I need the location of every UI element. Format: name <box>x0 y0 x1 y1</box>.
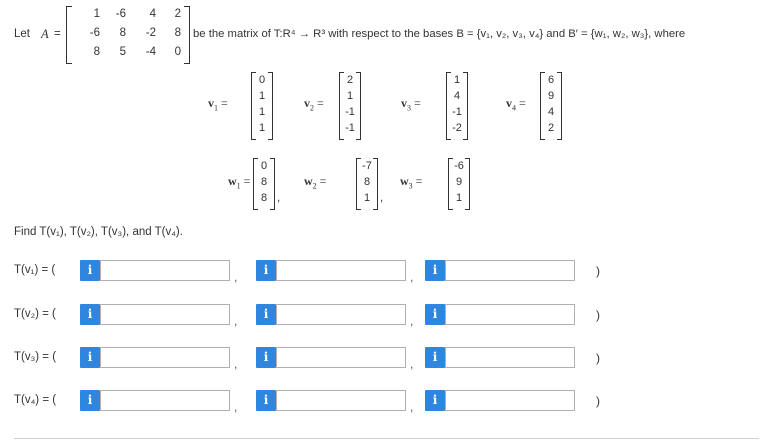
vector-entry: -7 <box>362 160 372 172</box>
v-vector-label <box>401 96 421 112</box>
answer-input[interactable] <box>445 304 575 325</box>
vector-subscript: 1 <box>214 103 218 113</box>
matrix-cell: -6 <box>89 27 100 39</box>
separator-comma: , <box>234 314 238 328</box>
vector-equals: = <box>243 174 251 188</box>
vector-subscript: 3 <box>407 103 411 113</box>
vector-entry: -1 <box>345 122 355 134</box>
w-vector-label <box>400 174 422 190</box>
answer-input[interactable] <box>100 304 230 325</box>
separator-comma: , <box>410 357 414 371</box>
separator-comma: , <box>234 400 238 414</box>
separator-comma: , <box>410 400 414 414</box>
vector-subscript: 1 <box>236 181 241 191</box>
vector-symbol: v <box>208 96 214 110</box>
w-vector <box>448 158 470 210</box>
vector-entry: -2 <box>452 122 462 134</box>
matrix-cell: -6 <box>115 8 126 20</box>
info-icon[interactable]: i <box>80 347 100 368</box>
matrix-cell: 2 <box>174 8 181 20</box>
v-vector-label <box>304 96 324 112</box>
vector-entry: -1 <box>452 106 462 118</box>
vector-subscript: 2 <box>312 181 317 191</box>
vector-entry: -6 <box>454 160 464 172</box>
info-icon[interactable]: i <box>425 390 445 411</box>
separator-comma: , <box>234 357 238 371</box>
intro-equals: = <box>54 28 61 40</box>
w-vector-label <box>304 174 326 190</box>
v-vector <box>339 72 361 140</box>
matrix-cell: 5 <box>119 46 126 58</box>
vector-entry: 4 <box>547 106 555 118</box>
vector-symbol: v <box>506 96 512 110</box>
w-vector-label <box>228 174 250 190</box>
vector-symbol: w <box>304 174 313 188</box>
vector-entry: 9 <box>455 176 463 188</box>
info-icon[interactable]: i <box>80 304 100 325</box>
answer-input[interactable] <box>100 390 230 411</box>
w-vector <box>253 158 275 210</box>
matrix-a <box>66 6 190 64</box>
matrix-a-symbol: A <box>41 27 49 41</box>
vector-entry: -1 <box>345 106 355 118</box>
vector-entry: 8 <box>260 192 268 204</box>
vector-entry: 1 <box>453 74 461 86</box>
info-icon[interactable]: i <box>256 304 276 325</box>
vector-subscript: 3 <box>408 181 413 191</box>
w-vector <box>356 158 378 210</box>
info-icon[interactable]: i <box>80 260 100 281</box>
vector-entry: 1 <box>258 106 266 118</box>
vector-entry: 0 <box>258 74 266 86</box>
answer-input[interactable] <box>445 260 575 281</box>
separator-comma: , <box>234 270 238 284</box>
vector-entry: 1 <box>363 192 371 204</box>
info-icon[interactable]: i <box>425 304 445 325</box>
vector-entry: 2 <box>346 74 354 86</box>
v-vector <box>251 72 273 140</box>
vector-entry: 1 <box>455 192 463 204</box>
vector-symbol: w <box>228 174 237 188</box>
vector-entry: 8 <box>260 176 268 188</box>
matrix-cell: -4 <box>145 46 156 58</box>
divider <box>14 438 759 439</box>
vector-entry: 0 <box>260 160 268 172</box>
answer-row-label: T(v₁) = ( <box>14 264 56 276</box>
vector-subscript: 4 <box>512 103 516 113</box>
matrix-right-bracket <box>184 6 190 64</box>
info-icon[interactable]: i <box>425 260 445 281</box>
matrix-cell: -2 <box>145 27 156 39</box>
vector-symbol: v <box>401 96 407 110</box>
matrix-cell: 8 <box>93 46 100 58</box>
vector-entry: 1 <box>346 90 354 102</box>
answer-row-label: T(v₃) = ( <box>14 351 57 363</box>
answer-input[interactable] <box>276 347 406 368</box>
matrix-cell: 1 <box>93 8 100 20</box>
vector-equals: = <box>519 96 526 110</box>
vector-symbol: w <box>400 174 409 188</box>
intro-text: be the matrix of T:R⁴ → R³ with respect to the bases B = {v₁, v₂, v₃, v₄} and B′ = {w₁, w₂, w₃}, where <box>193 28 686 40</box>
separator-comma: , <box>410 314 414 328</box>
vector-equals: = <box>221 96 228 110</box>
v-vector-label <box>208 96 228 112</box>
info-icon[interactable]: i <box>425 347 445 368</box>
answer-input[interactable] <box>276 260 406 281</box>
vector-entry: 2 <box>547 122 555 134</box>
close-paren: ) <box>596 308 600 322</box>
vector-entry: 1 <box>258 122 266 134</box>
info-icon[interactable]: i <box>256 260 276 281</box>
vector-comma: , <box>277 192 281 204</box>
info-icon[interactable]: i <box>80 390 100 411</box>
answer-row-label: T(v₂) = ( <box>14 308 56 320</box>
vector-equals: = <box>317 96 324 110</box>
matrix-cell: 0 <box>174 46 181 58</box>
vector-entry: 8 <box>363 176 371 188</box>
vector-comma: , <box>380 192 384 204</box>
matrix-cell: 8 <box>119 27 126 39</box>
vector-entry: 9 <box>547 90 555 102</box>
answer-row-label: T(v₄) = ( <box>14 394 57 406</box>
answer-input[interactable] <box>276 390 406 411</box>
intro-let: Let <box>14 28 30 40</box>
answer-input[interactable] <box>276 304 406 325</box>
vector-entry: 4 <box>453 90 461 102</box>
vector-entry: 1 <box>258 90 266 102</box>
matrix-cell: 8 <box>174 27 181 39</box>
v-vector <box>540 72 562 140</box>
matrix-left-bracket <box>66 6 72 64</box>
close-paren: ) <box>596 351 600 365</box>
answer-input[interactable] <box>100 347 230 368</box>
close-paren: ) <box>596 264 600 278</box>
v-vector-label <box>506 96 526 112</box>
v-vector <box>446 72 468 140</box>
matrix-cell: 4 <box>149 8 156 20</box>
vector-equals: = <box>414 96 421 110</box>
vector-entry: 6 <box>547 74 555 86</box>
answer-input[interactable] <box>100 260 230 281</box>
answer-input[interactable] <box>445 390 575 411</box>
vector-symbol: v <box>304 96 310 110</box>
question-text: Find T(v₁), T(v₂), T(v₃), and T(v₄). <box>14 226 183 238</box>
answer-input[interactable] <box>445 347 575 368</box>
info-icon[interactable]: i <box>256 347 276 368</box>
vector-subscript: 2 <box>310 103 314 113</box>
separator-comma: , <box>410 270 414 284</box>
info-icon[interactable]: i <box>256 390 276 411</box>
close-paren: ) <box>596 394 600 408</box>
vector-equals: = <box>319 174 327 188</box>
vector-equals: = <box>415 174 423 188</box>
